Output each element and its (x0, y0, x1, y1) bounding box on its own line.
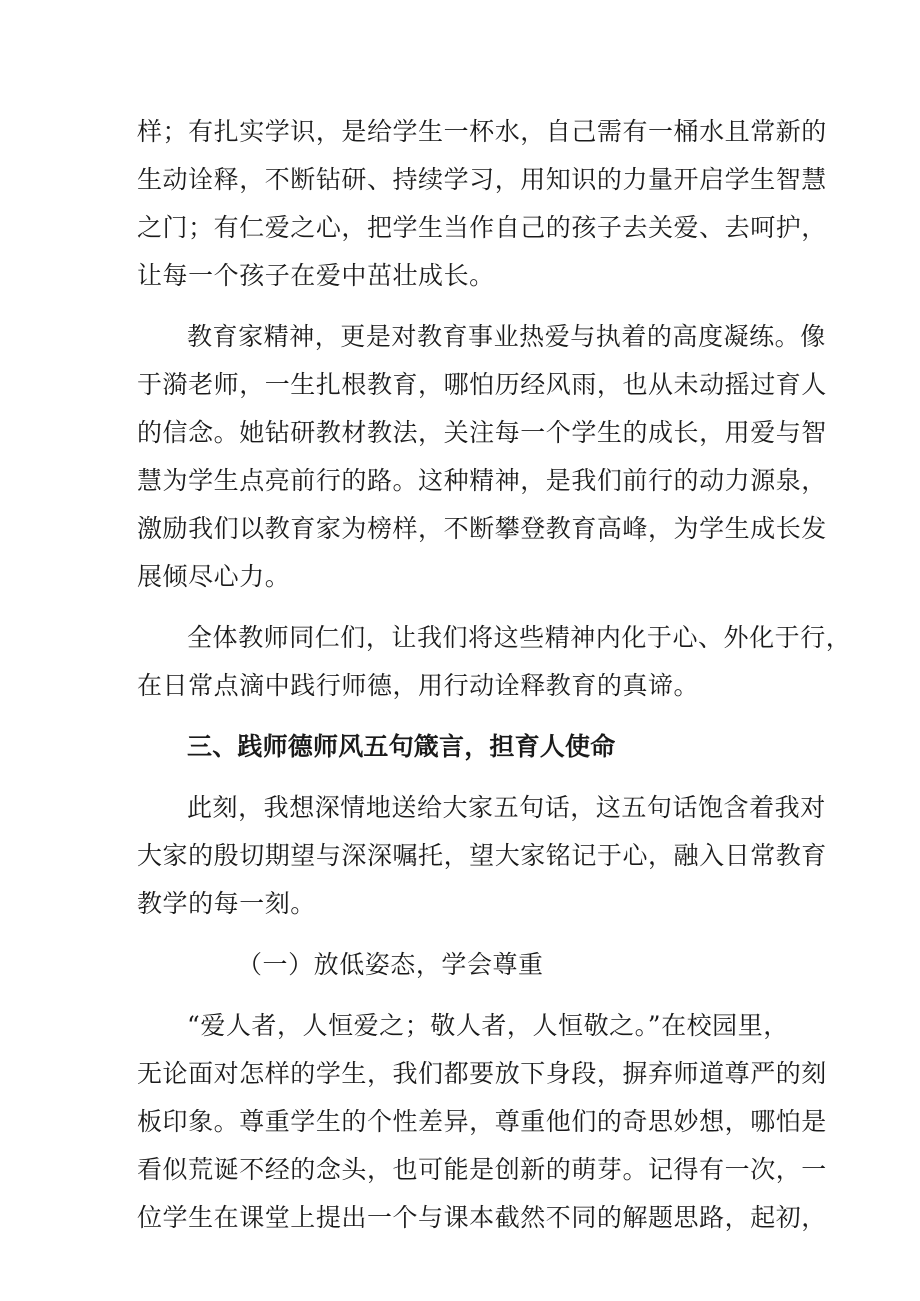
subsection-heading (137, 941, 777, 989)
text-line: 教育家精神，更是对教育事业热爱与执着的高度凝练。像 (187, 322, 826, 351)
text-line: 让每一个孩子在爱中茁壮成长。 (137, 261, 495, 290)
text-line: 三、践师德师风五句箴言，担育人使命 (187, 732, 616, 761)
paragraph-gap (137, 928, 777, 941)
text-line: 样；有扎实学识，是给学生一杯水，自己需有一桶水且常新的 (137, 117, 827, 146)
text-line: 在日常点滴中践行师德，用行动诠释教育的真谛。 (137, 671, 700, 700)
paragraph-gap (137, 300, 777, 313)
text-line: 大家的殷切期望与深深嘱托，望大家铭记于心，融入日常教育 (137, 841, 827, 870)
paragraph-gap (137, 710, 777, 723)
paragraph (137, 614, 852, 710)
paragraph (137, 108, 827, 300)
text-line: （一）放低姿态，学会尊重 (237, 950, 544, 979)
paragraph-gap (137, 989, 777, 1002)
text-line: 看似荒诞不经的念头，也可能是创新的萌芽。记得有一次，一 (137, 1155, 827, 1184)
text-line: 于漪老师，一生扎根教育，哪怕历经风雨，也从未动摇过育人 (137, 370, 827, 399)
document-body (137, 108, 852, 1242)
paragraph (137, 1002, 827, 1242)
section-heading (137, 723, 777, 771)
text-line: 此刻，我想深情地送给大家五句话，这五句话饱含着我对 (187, 793, 826, 822)
text-line: 慧为学生点亮前行的路。这种精神，是我们前行的动力源泉， (137, 466, 827, 495)
text-line: 生动诠释，不断钻研、持续学习，用知识的力量开启学生智慧 (137, 165, 827, 194)
text-line: 展倾尽心力。 (137, 562, 291, 591)
paragraph (137, 784, 827, 928)
paragraph-gap (137, 601, 777, 614)
text-line: 板印象。尊重学生的个性差异，尊重他们的奇思妙想，哪怕是 (137, 1107, 827, 1136)
paragraph-gap (137, 771, 777, 784)
text-line: 的信念。她钻研教材教法，关注每一个学生的成长，用爱与智 (137, 418, 827, 447)
text-line: 教学的每一刻。 (137, 889, 316, 918)
text-line: 之门；有仁爱之心，把学生当作自己的孩子去关爱、去呵护， (137, 213, 827, 242)
text-line: 全体教师同仁们，让我们将这些精神内化于心、外化于行， (187, 623, 852, 652)
text-line: “爱人者，人恒爱之；敬人者，人恒敬之。”在校园里， (187, 1011, 789, 1040)
text-line: 激励我们以教育家为榜样，不断攀登教育高峰，为学生成长发 (137, 514, 827, 543)
text-line: 无论面对怎样的学生，我们都要放下身段，摒弃师道尊严的刻 (137, 1059, 827, 1088)
text-line: 位学生在课堂上提出一个与课本截然不同的解题思路，起初， (137, 1203, 827, 1232)
paragraph (137, 313, 827, 601)
